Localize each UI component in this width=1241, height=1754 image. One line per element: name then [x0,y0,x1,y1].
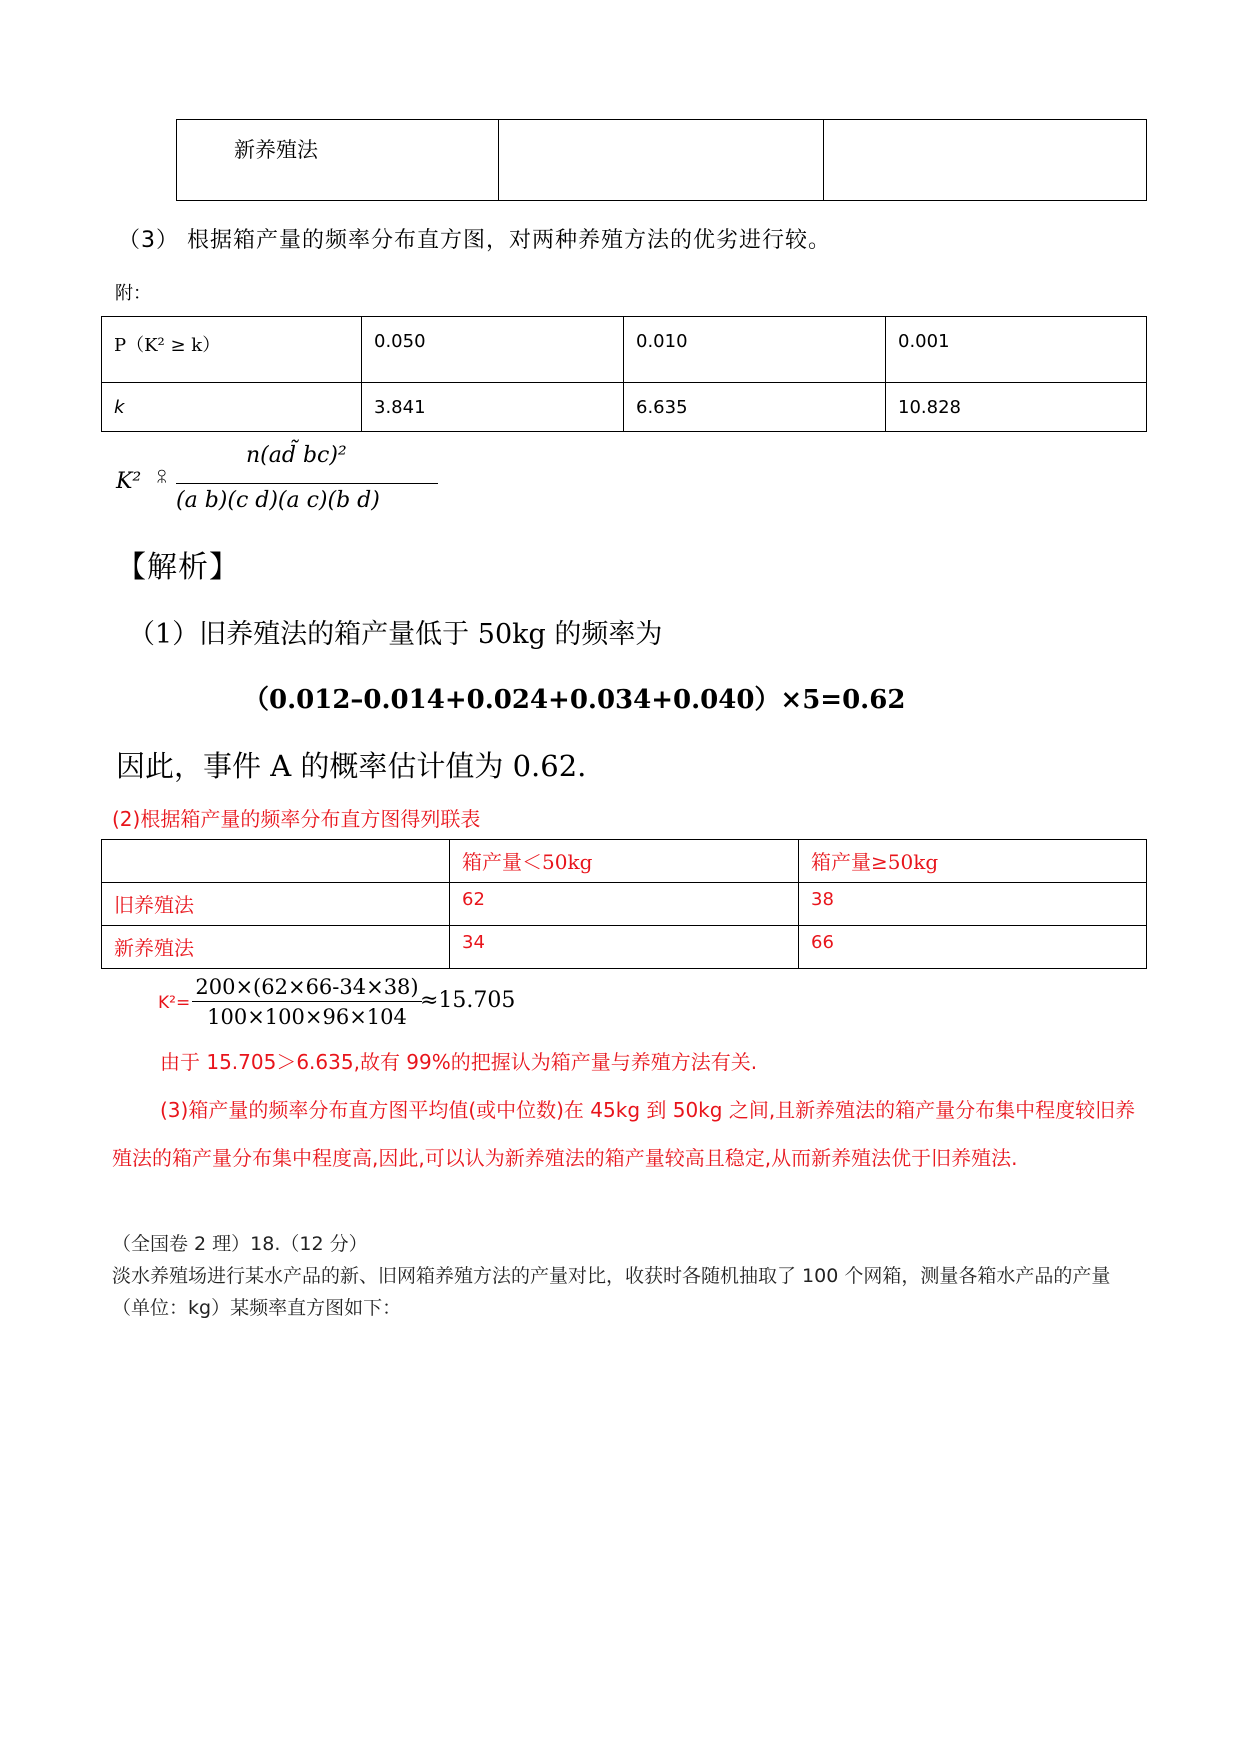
solution-part1-calc: （0.012–0.014+0.024+0.034+0.040）×5=0.62 [243,685,906,715]
table-cell: 3.841 [362,383,624,432]
formula-symbol: ꈸ [156,469,168,487]
table-row [102,883,1147,926]
formula-lhs: K² [116,469,142,494]
table-cell: P（K² ≥ k） [102,317,362,383]
formula-numerator: n(ad̃ bc)² [246,443,347,468]
table-cell: 0.010 [624,317,886,383]
table-cell: 62 [450,883,799,926]
table-cell: k [102,383,362,432]
k2-result: ≈15.705 [420,988,516,1013]
table-cell: 箱产量＜50kg [450,840,799,883]
question-3: （3） 根据箱产量的频率分布直方图，对两种养殖方法的优劣进行较。 [118,228,831,253]
solution-heading: 【解析】 [116,550,240,585]
contingency-table [101,839,1147,969]
table-cell: 箱产量≥50kg [799,840,1147,883]
table-cell: 34 [450,926,799,969]
formula-denominator: (a b)(c d)(a c)(b d) [176,488,380,513]
table-row [102,840,1147,883]
fraction-bar [176,483,438,484]
k2-formula [116,443,446,523]
solution-part1: （1）旧养殖法的箱产量低于 50kg 的频率为 [128,619,663,650]
table-cell: 38 [799,883,1147,926]
critical-values-table [101,316,1147,432]
table-cell: 新养殖法 [102,926,450,969]
problem-source: （全国卷 2 理）18.（12 分） [112,1233,368,1255]
table-cell: 旧养殖法 [102,883,450,926]
table-row [177,120,1147,201]
table-cell [102,840,450,883]
k2-denominator: 100×100×96×104 [207,1005,407,1029]
table-cell: 10.828 [886,383,1147,432]
appendix-label: 附： [115,283,151,304]
table-cell: 66 [799,926,1147,969]
problem-stem: 淡水养殖场进行某水产品的新、旧网箱养殖方法的产量对比，收获时各随机抽取了 100 个网箱，测量各箱水产品的产量（单位：kg）某频率直方图如下： [112,1265,1111,1319]
solution-part1-conclusion: 因此，事件 A 的概率估计值为 0.62. [116,749,587,783]
table-cell: 0.050 [362,317,624,383]
k2-fraction [192,975,422,1029]
table-cell [499,120,824,201]
k2-label: K²= [158,993,191,1013]
k2-numerator: 200×(62×66-34×38) [192,975,422,1002]
table-row [102,383,1147,432]
solution-since: 由于 15.705＞6.635,故有 99%的把握认为箱产量与养殖方法有关. [160,1050,758,1074]
table-cell: 6.635 [624,383,886,432]
table-cell: 新养殖法 [177,120,499,201]
top-contingency-table [176,119,1147,201]
solution-part3: (3)箱产量的频率分布直方图平均值(或中位数)在 45kg 到 50kg 之间,且新养殖法的箱产量分布集中程度较旧养殖法的箱产量分布集中程度高,因此,可以认为新养殖法的箱产量较高且稳定,从而新养殖法优于旧养殖法. [112,1098,1136,1170]
table-cell: 0.001 [886,317,1147,383]
table-row [102,926,1147,969]
solution-part2-intro: (2)根据箱产量的频率分布直方图得列联表 [112,807,481,831]
table-row [102,317,1147,383]
table-cell [824,120,1147,201]
